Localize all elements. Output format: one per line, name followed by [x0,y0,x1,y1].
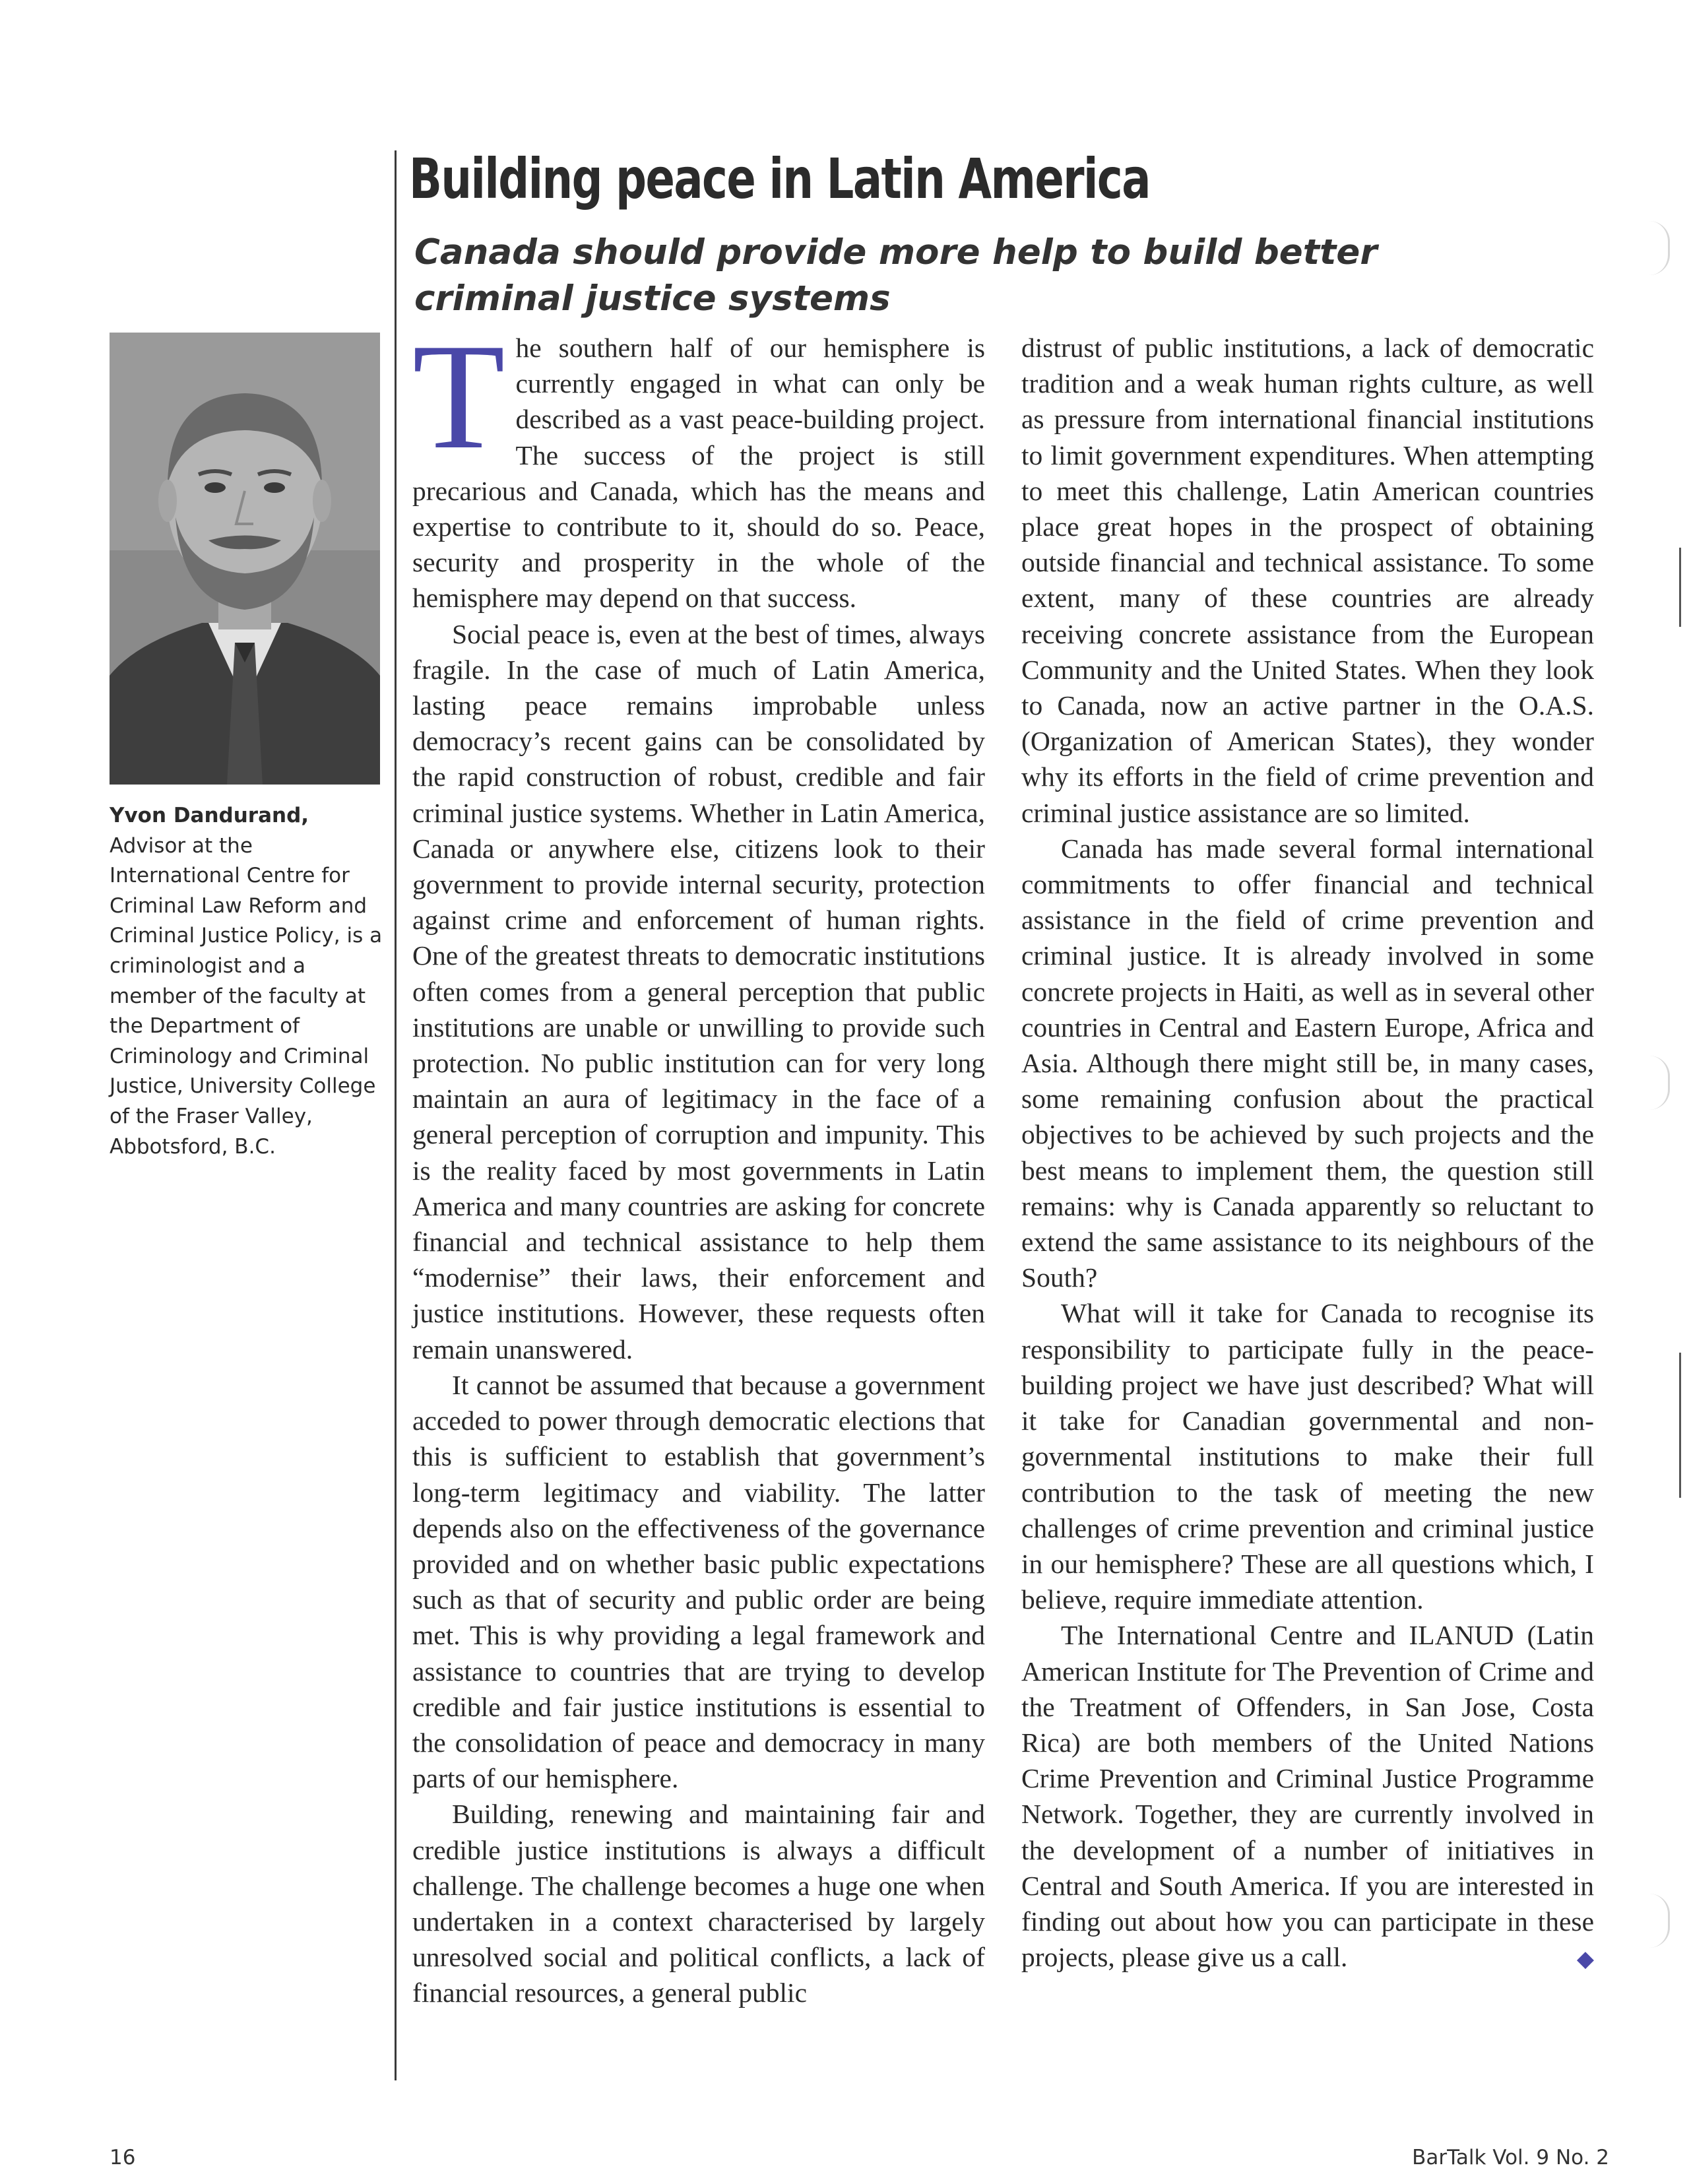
paragraph-4: Building, renewing and maintaining fair and credible justice institutions is always a difficult challenge. The challenge becomes a huge one when undertaken in a context characterised by largely unresolved social and political conflicts, a lack of financial resources, a general public [412,1799,985,2008]
scan-edge-line [1679,548,1681,627]
title-vertical-rule [395,150,397,2080]
author-caption [110,801,387,1162]
drop-cap: T [412,312,505,480]
binding-mark [1649,221,1670,275]
article-subtitle: Canada should provide more help to build better criminal justice systems [414,232,1378,319]
publication-footer: BarTalk Vol. 9 No. 2 [1412,2146,1609,2169]
paragraph-2: Social peace is, even at the best of times, always fragile. In the case of much of Latin America, lasting peace remains improbable unless democracy’s recent gains can be consolidated by the rapid construction of robust, credible and fair criminal justice systems. Whether in Latin America, Canada or anywhere else, citizens look to their government to provide internal security, protection against crime and enforcement of human rights. One of the greatest threats to democratic institutions often comes from a general perception that public institutions are unable or unwilling to provide such protection. No public institution can for very long maintain an aura of legitimacy in the face of a general perception of corruption and impunity. This is the reality faced by most governments in Latin America and many countries are asking for concrete financial and technical assistance to help them “modernise” their laws, their enforcement and justice institutions. However, these requests often remain unanswered. [412,618,985,1365]
article-title: Building peace in Latin America [409,146,1150,211]
paragraph-6: What will it take for Canada to recognise its responsibility to participate fully in the peace-building project we have just described? What will it take for Canadian governmental and non-governmental institutions to make their full contribution to the task of meeting the new challenges of crime prevention and criminal justice in our hemisphere? These are all questions which, I believe, require immediate attention. [1021,1298,1594,1615]
paragraph-7 [1021,1617,1594,1975]
paragraph-3: It cannot be assumed that because a government acceded to power through democratic elections that this is sufficient to establish that government’s long-term legitimacy and viability. The latter depends also on the effectiveness of the governance provided and on whether basic public expectations such as that of security and public order are being met. This is why providing a legal framework and assistance to countries that are trying to develop credible and fair justice institutions is essential to the consolidation of peace and democracy in many parts of our hemisphere. [412,1369,985,1794]
page-number: 16 [110,2146,136,2169]
binding-mark [1649,1894,1670,1948]
end-mark-icon: ◆ [1576,1947,1594,1972]
paragraph-5: Canada has made several formal international commitments to offer financial and technical assistance in the field of crime prevention and criminal justice. It is already involved in some concrete projects in Haiti, as well as in several other countries in Central and Eastern Europe, Africa and Asia. Although there might still be, in many cases, some remaining confusion about the practical objectives to be achieved by such projects and the best means to implement them, the question still remains: why is Canada apparently so reluctant to extend the same assistance to its neighbours of the South? [1021,833,1594,1293]
author-photo [110,333,380,785]
paragraph-1-text: he southern half of our hemisphere is currently engaged in what can only be described as a vast peace-building project. The success of the project is still precarious and Canada, which has the means and expertise to contribute to it, should do so. Peace, security and prosperity in the whole of the hemisphere may depend on that success. [412,333,985,614]
paragraph-7-text: The International Centre and ILANUD (Latin American Institute for The Prevention of Crime and the Treatment of Offenders, in San Jose, Costa Rica) are both members of the United Nations Crime Prevention and Criminal Justice Programme Network. Together, they are currently involved in the development of a number of initiatives in Central and South America. If you are interested in finding out about how you can participate in these projects, please give us a call. [1021,1620,1594,1973]
binding-mark [1649,1056,1670,1110]
author-name: Yvon Dandurand, [110,804,309,827]
paragraph-1 [412,312,985,616]
article-column-left [412,312,985,2011]
scan-edge-line [1679,1353,1681,1498]
author-bio: Advisor at the International Centre for Criminal Law Reform and Criminal Justice Policy, is a criminologist and a member of the faculty at the Department of Criminology and Criminal Justice, University College of the Fraser Valley, Abbotsford, B.C. [110,833,383,1159]
author-portrait-image [110,333,380,785]
article-column-right [1021,330,1594,1977]
paragraph-4-continued: distrust of public institutions, a lack of democratic tradition and a weak human rights culture, as well as pressure from international financial institutions to limit government expenditures. When attempting to meet this challenge, Latin American countries place great hopes in the prospect of obtaining outside financial and technical assistance. To some extent, many of these countries are already receiving concrete assistance from the European Community and the United States. When they look to Canada, now an active partner in the O.A.S.(Organization of American States), they wonder why its efforts in the field of crime prevention and criminal justice assistance are so limited. [1021,333,1594,828]
